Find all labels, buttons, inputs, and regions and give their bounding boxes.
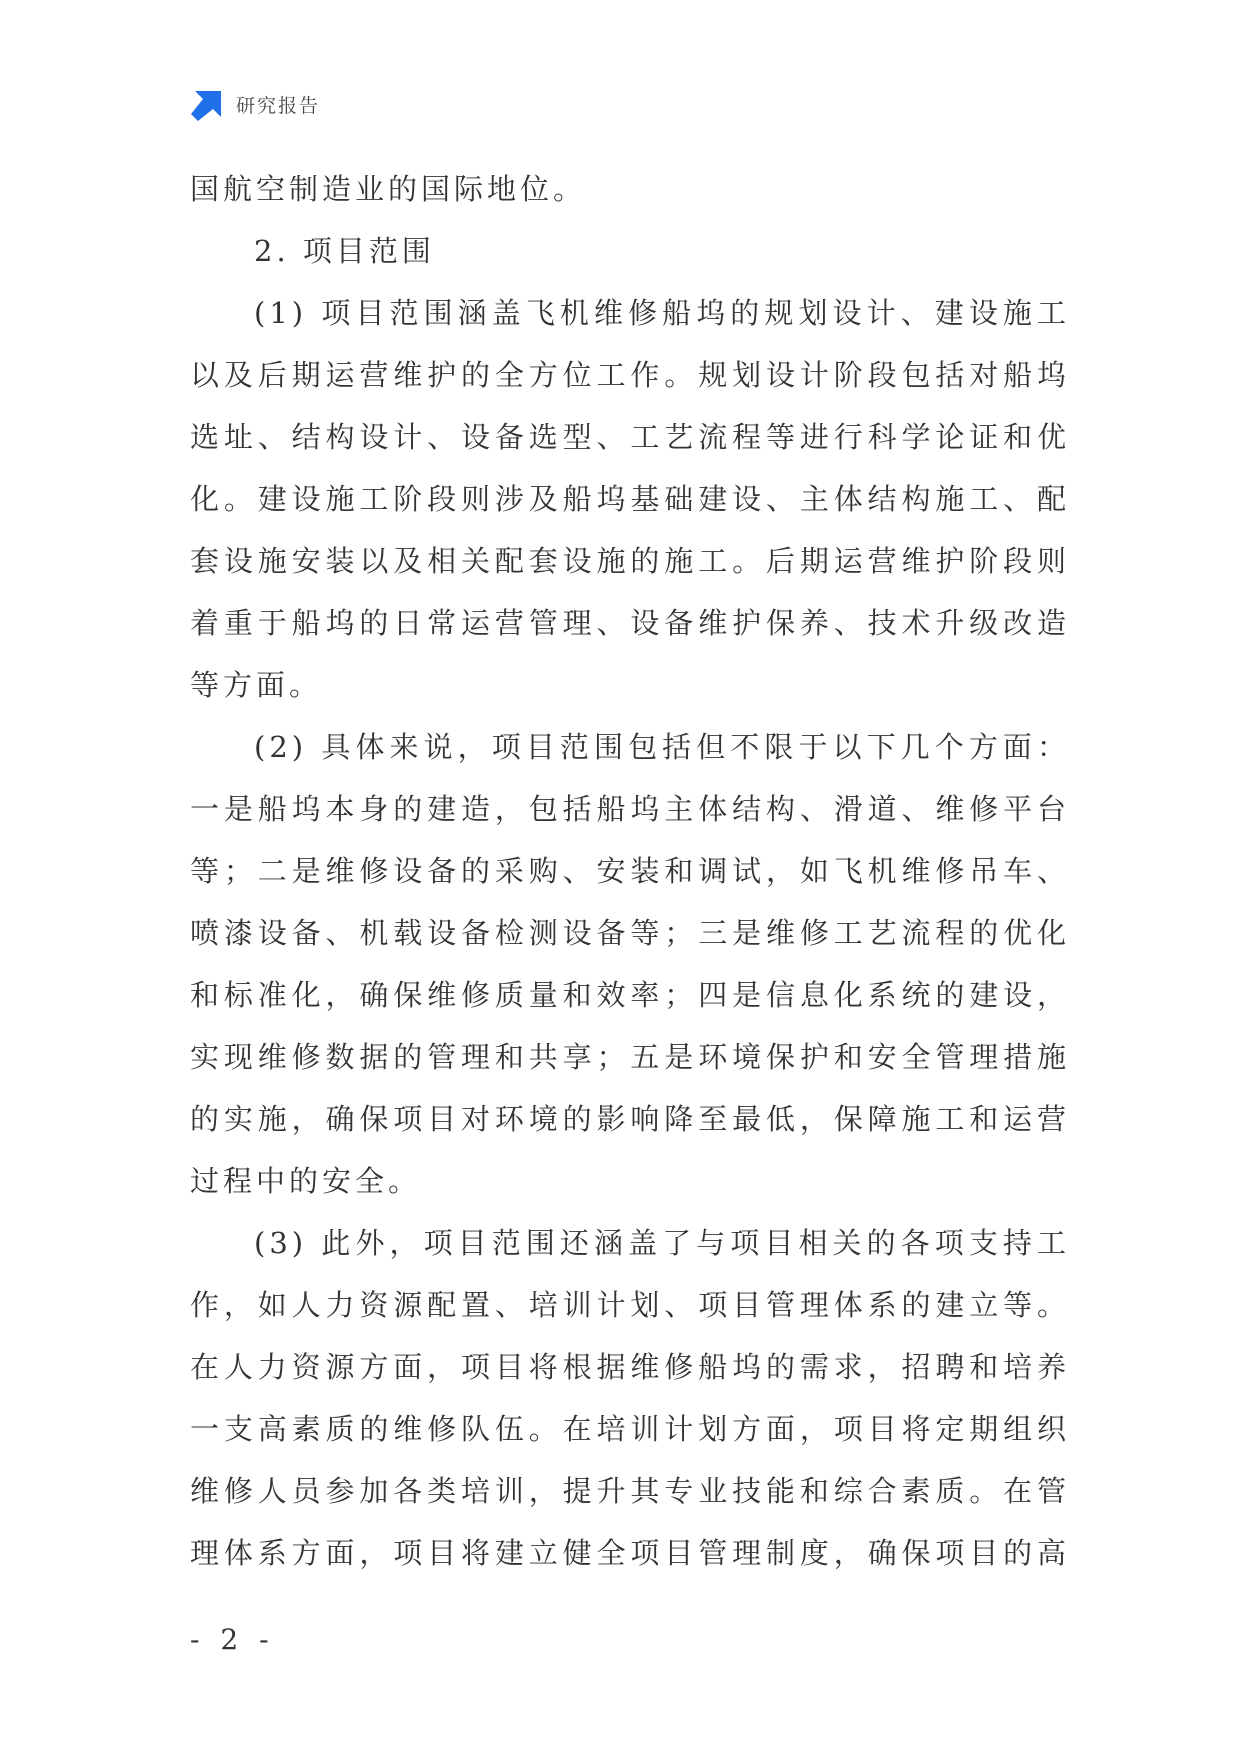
- document-body: [190, 158, 1070, 1584]
- text-line: 以及后期运营维护的全方位工作。规划设计阶段包括对船坞: [190, 358, 1070, 392]
- text-line: (2) 具体来说，项目范围包括但不限于以下几个方面：: [254, 730, 1070, 764]
- text-line: 喷漆设备、机载设备检测设备等；三是维修工艺流程的优化: [190, 916, 1070, 950]
- text-line: 一是船坞本身的建造，包括船坞主体结构、滑道、维修平台: [190, 792, 1070, 826]
- text-line: 国航空制造业的国际地位。: [190, 172, 587, 206]
- arrow-up-right-icon: [190, 90, 222, 122]
- text-line: 套设施安装以及相关配套设施的施工。后期运营维护阶段则: [190, 544, 1070, 578]
- page-header: [190, 90, 320, 122]
- text-line: 选址、结构设计、设备选型、工艺流程等进行科学论证和优: [190, 420, 1070, 454]
- text-line: 等；二是维修设备的采购、安装和调试，如飞机维修吊车、: [190, 854, 1070, 888]
- text-line: 在人力资源方面，项目将根据维修船坞的需求，招聘和培养: [190, 1350, 1070, 1384]
- text-line: 理体系方面，项目将建立健全项目管理制度，确保项目的高: [190, 1536, 1070, 1570]
- text-line: 等方面。: [190, 668, 323, 702]
- header-title: 研究报告: [236, 95, 321, 117]
- text-line: (3) 此外，项目范围还涵盖了与项目相关的各项支持工: [254, 1226, 1070, 1260]
- text-line: 的实施，确保项目对环境的影响降至最低，保障施工和运营: [190, 1102, 1070, 1136]
- text-line: 实现维修数据的管理和共享；五是环境保护和安全管理措施: [190, 1040, 1070, 1074]
- text-line: 维修人员参加各类培训，提升其专业技能和综合素质。在管: [190, 1474, 1070, 1508]
- page-number: - 2 -: [190, 1623, 275, 1656]
- text-line: 着重于船坞的日常运营管理、设备维护保养、技术升级改造: [190, 606, 1070, 640]
- text-line: 一支高素质的维修队伍。在培训计划方面，项目将定期组织: [190, 1412, 1070, 1446]
- text-line: 过程中的安全。: [190, 1164, 422, 1198]
- section-heading: 2. 项目范围: [254, 234, 435, 268]
- text-line: (1) 项目范围涵盖飞机维修船坞的规划设计、建设施工: [254, 296, 1070, 330]
- text-line: 和标准化，确保维修质量和效率；四是信息化系统的建设，: [190, 978, 1070, 1012]
- text-line: 化。建设施工阶段则涉及船坞基础建设、主体结构施工、配: [190, 482, 1070, 516]
- text-line: 作，如人力资源配置、培训计划、项目管理体系的建立等。: [190, 1288, 1070, 1322]
